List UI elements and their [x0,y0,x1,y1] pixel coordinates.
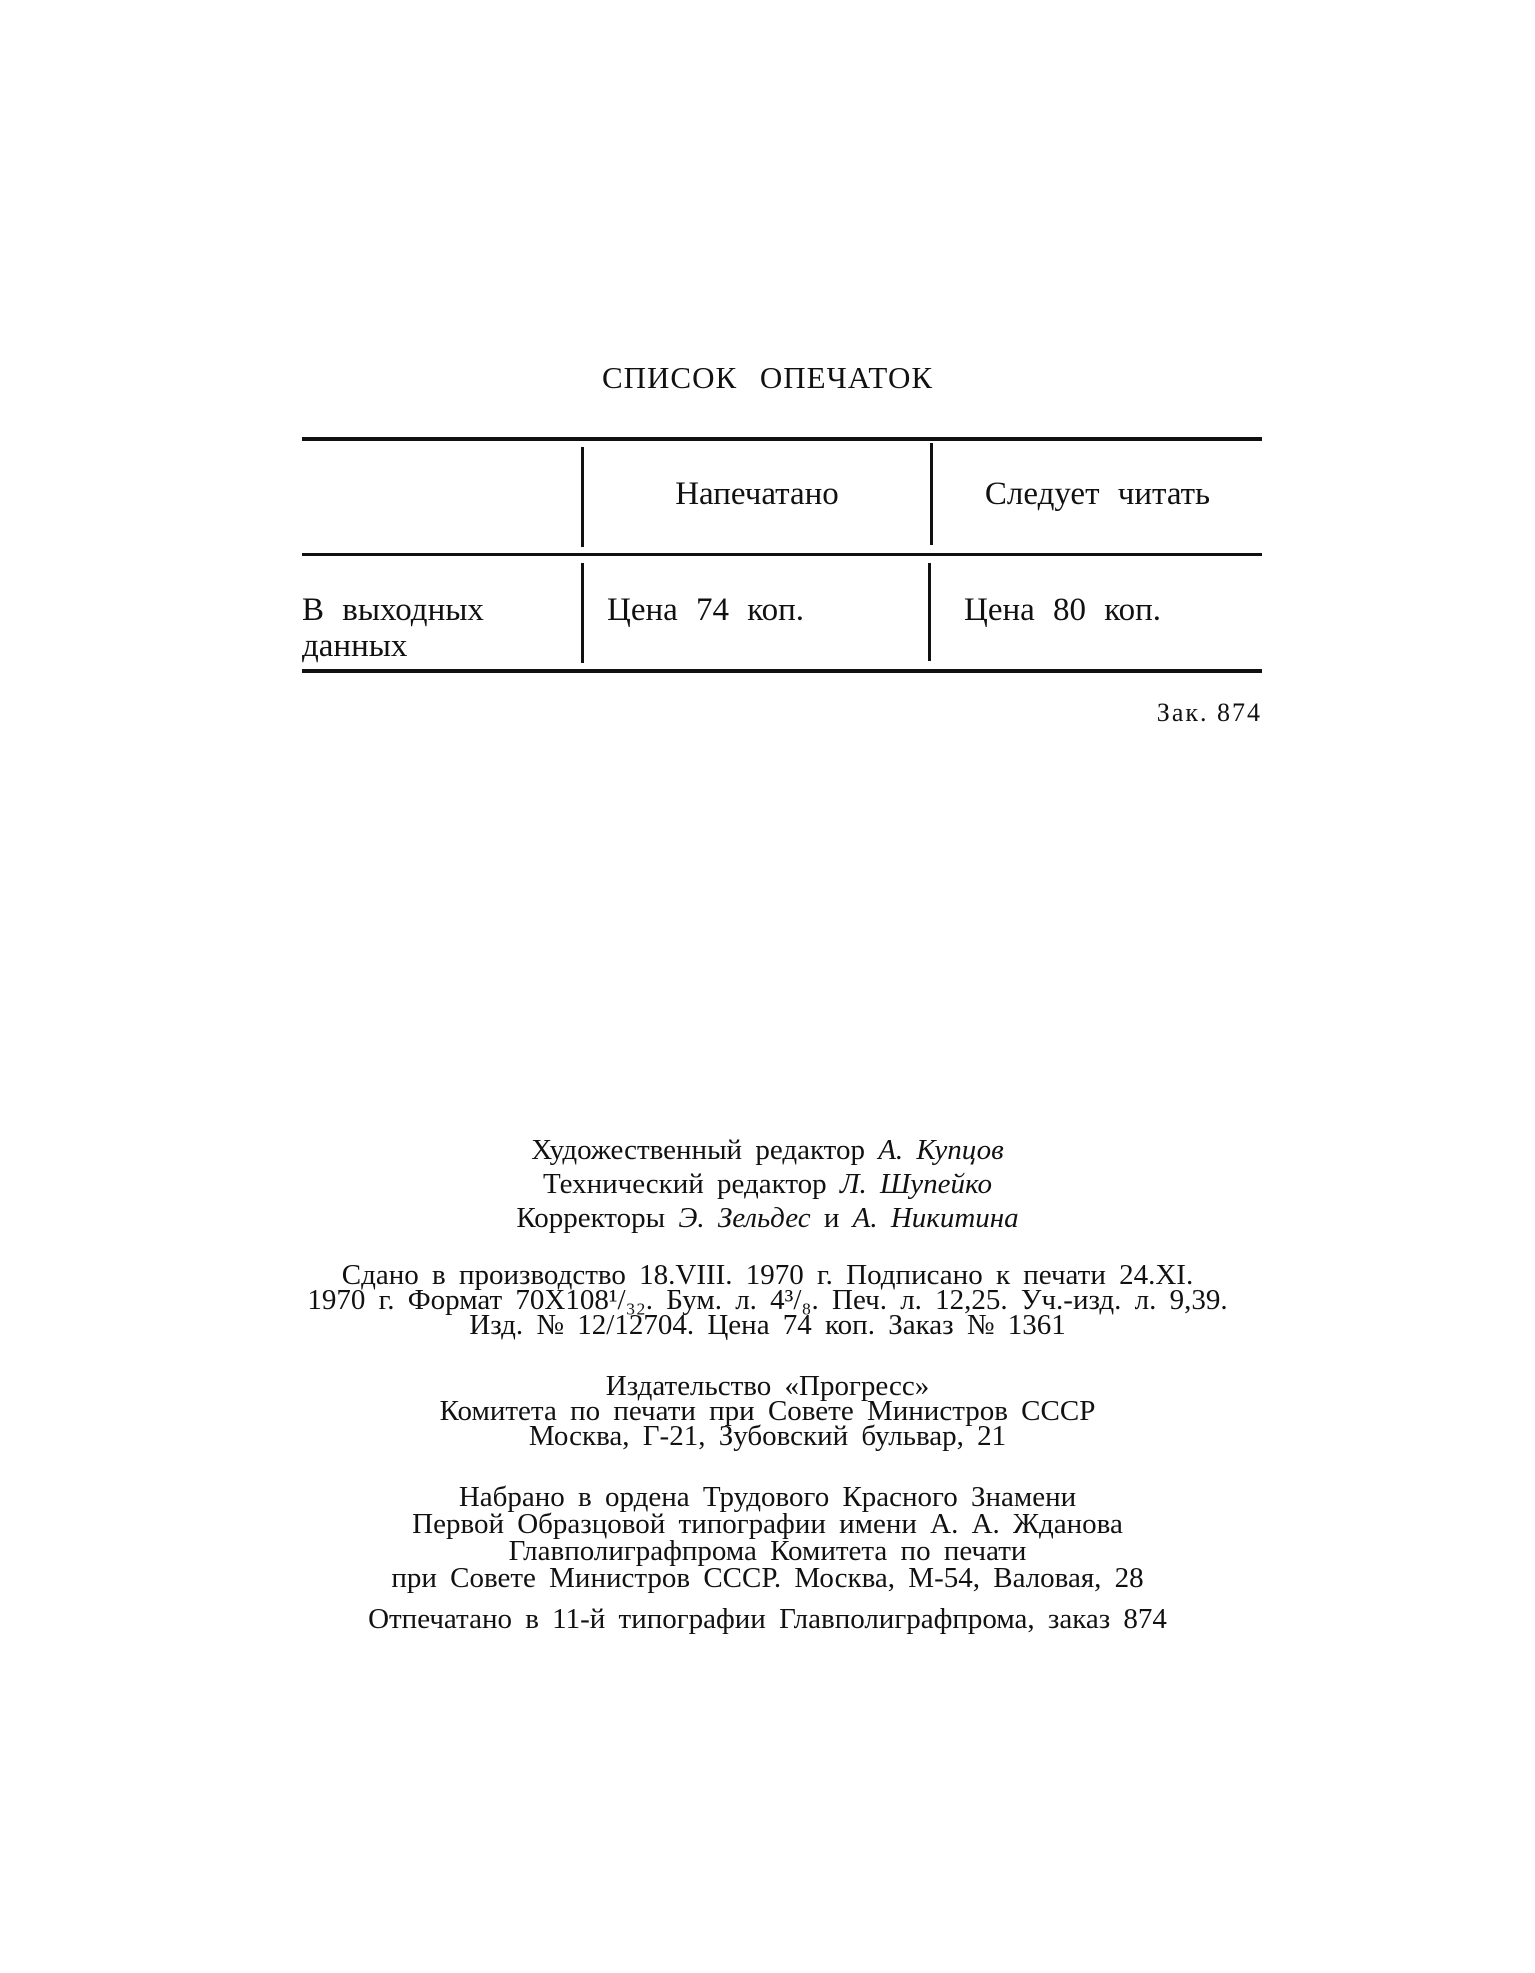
production-line: Сдано в производство 18.VIII. 1970 г. Подписано к печати 24.XI. [341,1259,1194,1291]
table-row-place-line1: В выходных [302,592,484,628]
publisher-line: Москва, Г-21, Зубовский бульвар, 21 [528,1420,1007,1452]
production-details [0,1259,1535,1341]
table-top-rule [302,437,1262,441]
credit-name: А. Купцов [878,1134,1004,1166]
publisher-line: Издательство «Прогресс» [605,1370,930,1402]
credit-name: Э. Зельдес [678,1202,811,1234]
typesetting-line: при Совете Министров СССР. Москва, М-54, Валовая, 28 [391,1562,1144,1594]
credits-block [0,1133,1535,1235]
errata-title: СПИСОК ОПЕЧАТОК [601,360,934,395]
printing-details [0,1603,1535,1635]
credit-tech-editor [0,1167,1535,1201]
typesetting-line: Первой Образцовой типографии имени А. А. Жданова [412,1508,1123,1540]
typesetting-line: Главполиграфпрома Комитета по печати [508,1535,1027,1567]
table-column-divider [581,563,584,663]
table-column-divider [928,563,931,661]
table-header-printed: Напечатано [675,476,839,512]
table-row-place-line2: данных [302,628,408,664]
credit-name: А. Никитина [852,1202,1019,1234]
table-row-correct: Цена 80 коп. [964,592,1162,628]
printing-line: Отпечатано в 11-й типографии Главполиграфпрома, заказ 874 [368,1603,1167,1635]
credit-proofreaders [0,1201,1535,1235]
credit-role: Технический редактор [542,1168,827,1200]
table-row-printed: Цена 74 коп. [607,592,805,628]
production-line: 1970 г. Формат 70Х108¹/₃₂. Бум. л. 4³/₈. Печ. л. 12,25. Уч.-изд. л. 9,39. [307,1284,1228,1316]
credit-name: Л. Шупейко [839,1168,993,1200]
typesetting-details [0,1481,1535,1594]
publisher-details [0,1370,1535,1452]
credit-art-editor [0,1133,1535,1167]
table-header-rule [302,553,1262,556]
typesetting-line: Набрано в ордена Трудового Красного Знамени [458,1481,1077,1513]
table-header-correct: Следует читать [984,476,1211,512]
credit-role: Художественный редактор [531,1134,865,1166]
credit-role: Корректоры [516,1202,666,1234]
production-line: Изд. № 12/12704. Цена 74 коп. Заказ № 1361 [469,1309,1066,1341]
table-bottom-rule [302,669,1262,673]
credit-conjunction: и [823,1202,840,1234]
publisher-line: Комитета по печати при Совете Министров СССР [439,1395,1096,1427]
order-note: Зак. 874 [1156,698,1262,727]
